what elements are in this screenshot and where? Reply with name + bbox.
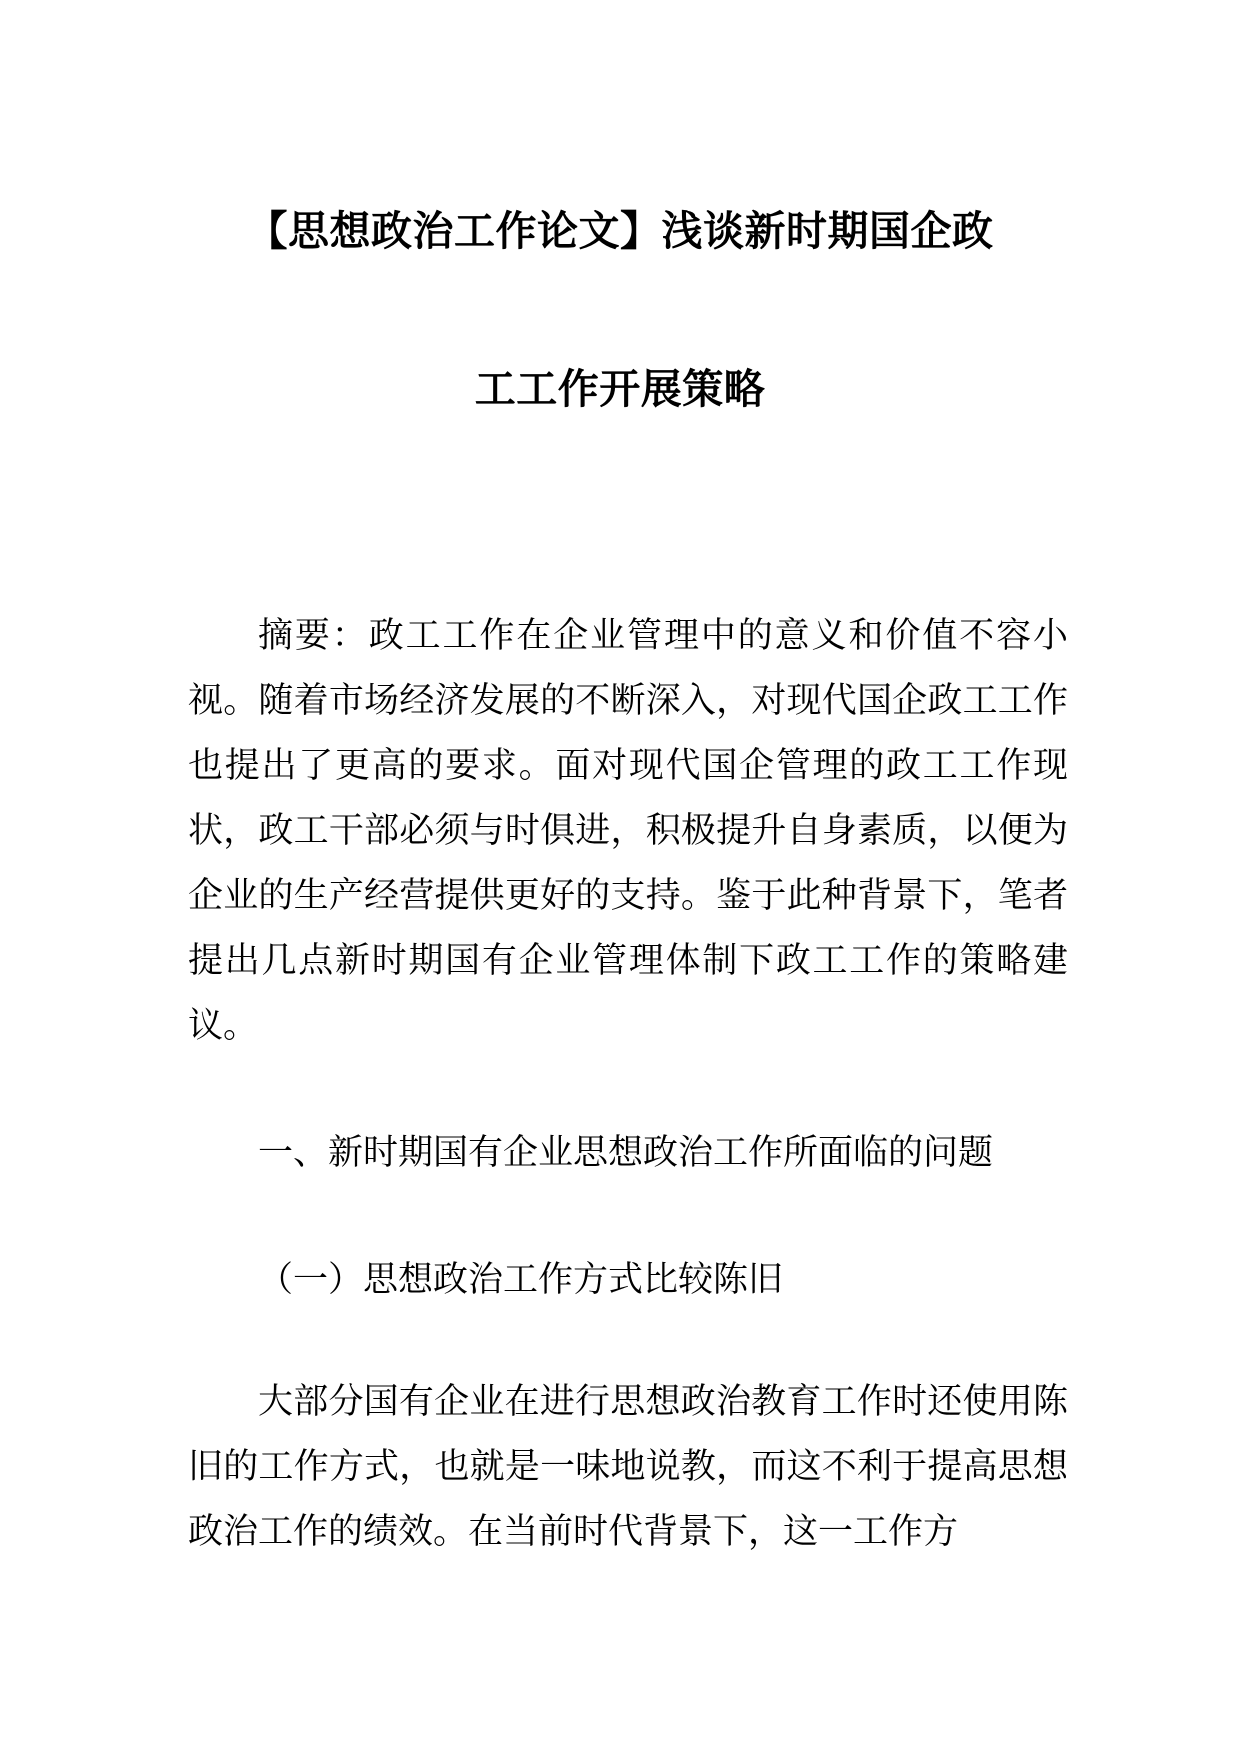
subsection-heading-1: （一）思想政治工作方式比较陈旧 — [258, 1260, 784, 1300]
document-title-line-2: 工工作开展策略 — [474, 365, 766, 413]
body-paragraph: 大部分国有企业在进行思想政治教育工作时还使用陈旧的工作方式，也就是一味地说教，而这不利于提高思想政治工作的绩效。在当前时代背景下，这一工作方 — [188, 1382, 1068, 1552]
abstract-paragraph: 摘要：政工工作在企业管理中的意义和价值不容小视。随着市场经济发展的不断深入，对现代国企政工工作也提出了更高的要求。面对现代国企管理的政工工作现状，政工干部必须与时俱进，积极提升自身素质，以便为企业的生产经营提供更好的支持。鉴于此种背景下，笔者提出几点新时期国有企业管理体制下政工工作的策略建议。 — [188, 616, 1068, 1046]
section-heading-1: 一、新时期国有企业思想政治工作所面临的问题 — [258, 1133, 994, 1173]
document-title-line-1: 【思想政治工作论文】浅谈新时期国企政 — [246, 207, 994, 255]
